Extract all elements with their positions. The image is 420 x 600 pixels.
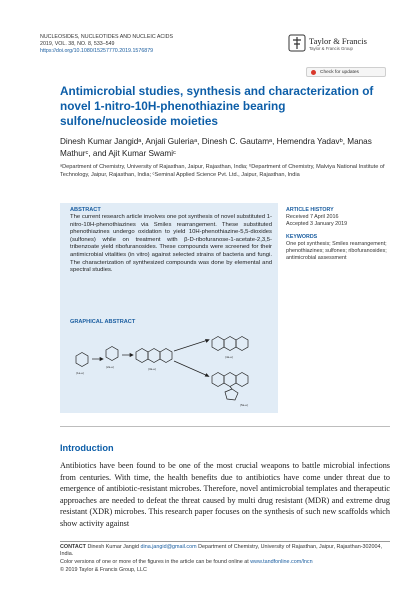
scheme-label-3: (3a-e) <box>148 367 157 371</box>
benzene-ring-2 <box>106 347 118 361</box>
scheme-label-4: (4a-e) <box>225 355 234 359</box>
footer-divider <box>60 541 390 542</box>
journal-name: NUCLEOSIDES, NUCLEOTIDES AND NUCLEIC ACIDS <box>40 34 174 40</box>
received-date: Received 7 April 2016 <box>286 214 339 220</box>
scheme-label-1: (1a-e) <box>76 371 85 375</box>
color-note <box>60 559 390 566</box>
update-badge-icon <box>311 70 316 75</box>
contact-name: Dinesh Kumar Jangid <box>87 544 139 550</box>
accepted-date: Accepted 3 January 2019 <box>286 221 348 227</box>
graphical-abstract-heading: GRAPHICAL ABSTRACT <box>70 319 136 325</box>
contact-address: Department of Chemistry, University of Rajasthan, Jaipur, Rajasthan-302004, India. <box>60 544 382 557</box>
contact-email-link[interactable]: dina.jangid@gmail.com <box>140 544 197 550</box>
phenothiazine-ring-c <box>160 349 172 363</box>
graphical-abstract-scheme <box>62 326 276 410</box>
affiliations: ᵃDepartment of Chemistry, University of Rajasthan, Jaipur, Rajasthan, India; ᵇDepartment of Chemistry, Malviya National Institute of Technology, Jaipur, Rajasthan, India; ᶜSeminal Applied Science Pvt. Ltd., Jaipur, Rajasthan, India <box>60 164 385 178</box>
section-divider <box>60 426 390 427</box>
abstract-heading: ABSTRACT <box>70 207 101 213</box>
abstract-text: The current research article involves one pot synthesis of novel substituted 1-nitro-10H-phenothiazines via Smiles rearrangement. These substituted phenothiazines undergo oxidation to yield 10H-phenothiazine-5,5-dioxides (sulfones) while on treatment with β-D-ribofuranose-1-acetate-2,3,5-tribenzoate yield ribofuranosides. These compounds were screened for their antimicrobial vitalities (in vitro) against selected strains of bacteria and fungi. The characterization of synthesized compounds was done by elemental and spectral studies. <box>70 214 272 274</box>
ribose-ring <box>225 389 238 400</box>
copyright: © 2019 Taylor & Francis Group, LLC <box>60 567 147 573</box>
contact-line <box>60 544 390 558</box>
check-for-updates-label: Check for updates <box>320 70 359 75</box>
publisher-group: Taylor & Francis Group <box>309 46 353 51</box>
keywords-heading: KEYWORDS <box>286 234 318 240</box>
benzene-ring-1 <box>76 353 88 367</box>
tandfonline-link[interactable]: www.tandfonline.com/lncn <box>250 559 313 565</box>
journal-header <box>40 34 270 55</box>
author-list: Dinesh Kumar Jangidᵃ, Anjali Guleriaᵃ, Dinesh C. Gautamᵃ, Hemendra Yadavᵇ, Manas Mathurᶜ, and Ajit Kumar Swamiᶜ <box>60 137 372 158</box>
color-note-text: Color versions of one or more of the figures in the article can be found online at <box>60 559 249 565</box>
contact-label: CONTACT <box>60 544 86 550</box>
phenothiazine-ring-a <box>136 349 148 363</box>
volume-line: 2019, VOL. 38, NO. 8, 533–549 <box>40 41 115 47</box>
check-for-updates-button[interactable] <box>306 67 386 77</box>
taylor-francis-icon <box>288 34 306 52</box>
introduction-text: Antibiotics have been found to be one of the most crucial weapons to battle microbial infections from centuries. With time, the health benefits due to antibiotics have come under threat due to emergence of antibiotic-resistant microbes. Therefore, novel antimicrobial templates and therapeutic approaches are needed to defeat the threat caused by multi drug resistant (MDR) and extreme drug resistant (XDR) microbes. This research paper focuses on the synthesis of such new scaffolds which show activity against <box>60 461 390 528</box>
article-title: Antimicrobial studies, synthesis and characterization of novel 1-nitro-10H-phenothiazine bearing sulfone/nucleoside moieties <box>60 84 374 128</box>
publisher-name: Taylor & Francis <box>309 36 367 46</box>
phenothiazine-ring-b <box>148 349 160 363</box>
scheme-label-5: (5a-e) <box>240 403 249 407</box>
publisher-logo <box>288 34 388 58</box>
scheme-label-2: (2a-e) <box>106 365 115 369</box>
article-history-heading: ARTICLE HISTORY <box>286 207 334 213</box>
keywords-list: One pot synthesis; Smiles rearrangement; phenothiazines; sulfones; ribofuranosides; antimicrobial assessment <box>286 241 387 261</box>
doi-link[interactable]: https://doi.org/10.1080/15257770.2019.1576879 <box>40 48 154 54</box>
introduction-heading: Introduction <box>60 443 114 453</box>
